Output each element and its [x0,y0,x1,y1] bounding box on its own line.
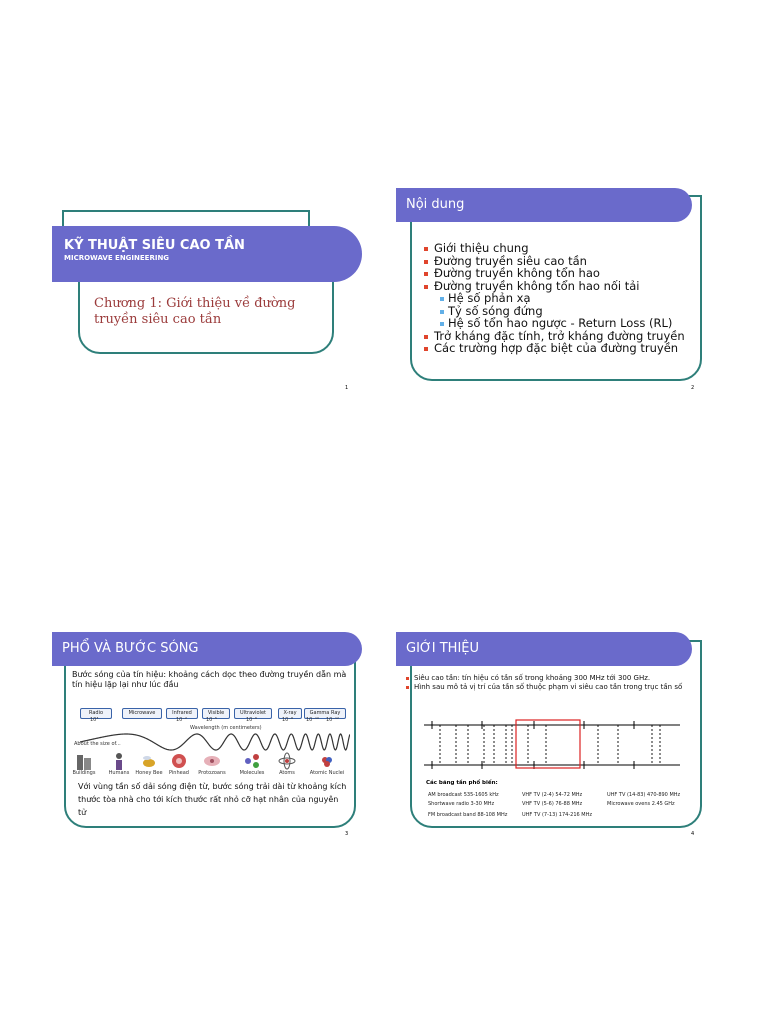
band-cell: VHF TV (5-6) 76-88 MHz [522,801,583,807]
band-cell: AM broadcast 535-1605 kHz [428,792,499,798]
spectrum-label-radio: Radio [80,708,112,719]
list-item: Đường truyền không tổn hao [422,267,692,280]
protozoan-icon [203,752,221,770]
spectrum-label-gamma: Gamma Ray [304,708,346,719]
page-number-1: 1 [345,385,349,391]
slide-1-title-bar [52,226,362,282]
slide-3-body: Với vùng tần số dải sóng điện từ, bước sóng trải dài từ khoảng kích thước tòa nhà cho tới kích thước rất nhỏ cỡ hạt nhân của nguyên tử [78,782,347,817]
slide-2-title-bar [396,188,692,222]
exponent: 10⁻⁶ [246,717,258,723]
exponent: 10⁻⁵ [206,717,218,723]
bands-title: Các băng tần phổ biến: [426,780,498,786]
list-subitem: Hệ số tổn hao ngược - Return Loss (RL) [422,317,692,330]
object-label: Atomic Nuclei [309,770,345,776]
exponent: 10⁻² [176,717,188,723]
wavelength-label: Wavelength (m centimeters) [190,725,262,731]
object-label: Protozoans [198,770,226,776]
list-item: Giới thiệu chung [422,242,692,255]
object-label: Atoms [279,770,295,776]
band-cell: VHF TV (2-4) 54-72 MHz [522,792,583,798]
page-number-2: 2 [691,385,695,391]
slide-1-title: KỸ THUẬT SIÊU CAO TẦN [64,238,245,253]
page-number-4: 4 [691,831,695,837]
list-item: Siêu cao tần: tín hiệu có tần số trong khoảng 300 MHz tới 300 GHz. [404,674,684,683]
list-item: Hình sau mô tả vị trí của tần số thuộc phạm vi siêu cao tần trong trục tần số [404,683,684,692]
band-cell: Shortwave radio 3-30 MHz [428,801,495,807]
slide-3-title: PHỔ VÀ BƯỚC SÓNG [62,641,199,656]
pinhead-icon [170,752,188,770]
slide-4-title: GIỚI THIỆU [406,641,480,656]
exponent: 10⁻¹² [326,717,340,723]
list-item: Các trường hợp đặc biệt của đường truyền [422,342,692,355]
object-label: Honey Bee [135,770,163,776]
exponent: 10³ [90,717,99,723]
band-cell: UHF TV (7-13) 174-216 MHz [522,812,592,818]
atom-icon [278,752,296,770]
object-label: Buildings [72,770,96,776]
contents-list [422,242,692,355]
object-label: Pinhead [169,770,189,776]
spectrum-label-microwave: Microwave [122,708,162,719]
spectrum-label-visible: Visible [202,708,230,719]
object-label: Humans [108,770,130,776]
intro-bullets [404,674,684,692]
exponent: 10⁻¹⁰ [306,717,320,723]
about-size-label: About the size of... [74,741,121,747]
frequency-axis-diagram [422,715,682,775]
spectrum-label-xray: X-ray [278,708,302,719]
human-icon [110,752,128,770]
molecule-icon [243,752,261,770]
nucleus-icon [318,752,336,770]
exponent: 10⁻⁸ [282,717,294,723]
list-item: Đường truyền không tổn hao nối tải [422,280,692,293]
honey-bee-icon [140,752,158,770]
band-cell: FM broadcast band 88-108 MHz [428,812,508,818]
slide-4-title-bar [396,632,692,666]
band-cell: Microwave ovens 2.45 GHz [607,801,675,807]
slide-2-title: Nội dung [406,197,465,212]
page-number-3: 3 [345,831,349,837]
list-item: Đường truyền siêu cao tần [422,255,692,268]
slide-3-intro: Bước sóng của tín hiệu: khoảng cách dọc theo đường truyền dẫn mà tín hiệu lặp lại như lúc đầu [72,670,347,689]
slide-1-subtitle: MICROWAVE ENGINEERING [64,254,170,262]
list-subitem: Hệ số phản xạ [422,292,692,305]
slide-3-title-bar [52,632,362,666]
spectrum-label-infrared: Infrared [166,708,198,719]
wavelength-wave [80,730,350,754]
list-subitem: Tỷ số sóng đứng [422,305,692,318]
spectrum-label-ultraviolet: Ultraviolet [234,708,272,719]
chapter-title: Chương 1: Giới thiệu về đường truyền siêu cao tần [94,296,296,327]
building-icon [75,752,93,770]
list-item: Trở kháng đặc tính, trở kháng đường truyền [422,330,692,343]
object-label: Molecules [239,770,265,776]
band-cell: UHF TV (14-83) 470-890 MHz [607,792,681,798]
